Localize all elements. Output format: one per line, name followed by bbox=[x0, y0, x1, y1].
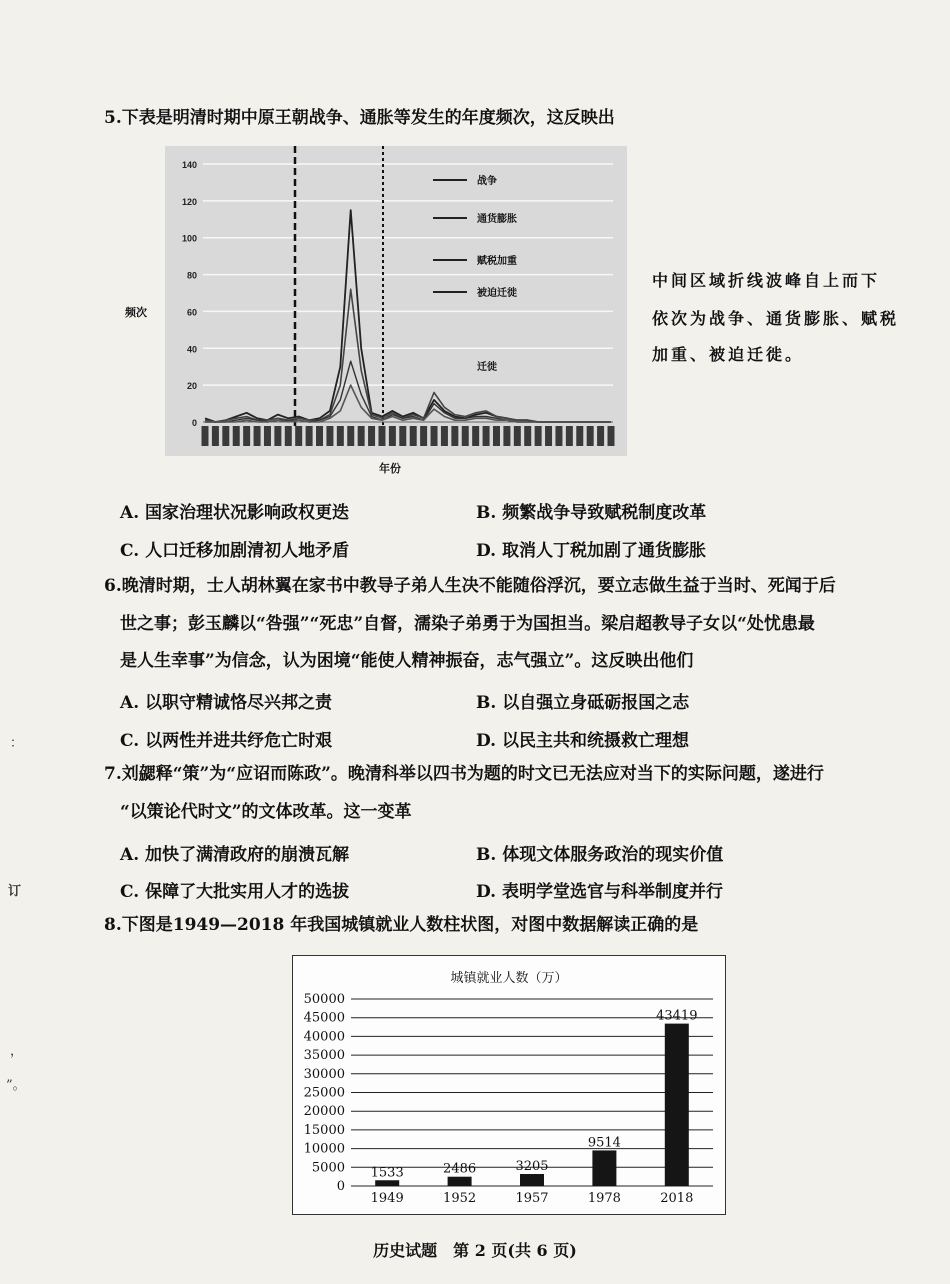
q7-option-c[interactable]: C. 保障了大批实用人才的选拔 bbox=[120, 882, 350, 902]
y-tick-label: 25000 bbox=[303, 1085, 345, 1101]
x-tick-label bbox=[535, 426, 542, 446]
x-tick-label bbox=[326, 426, 333, 446]
x-tick-label bbox=[233, 426, 240, 446]
x-axis-title: 年份 bbox=[379, 462, 401, 475]
bar bbox=[592, 1150, 616, 1186]
bar bbox=[665, 1024, 689, 1186]
q5-note-line-3: 加重、被迫迁徙。 bbox=[652, 345, 805, 364]
x-tick-label bbox=[514, 426, 521, 446]
q8-stem: 8.下图是1949—2018 年我国城镇就业人数柱状图，对图中数据解读正确的是 bbox=[104, 915, 699, 935]
q6-option-d[interactable]: D. 以民主共和统摄救亡理想 bbox=[476, 731, 689, 751]
q7-option-a[interactable]: A. 加快了满清政府的崩溃瓦解 bbox=[120, 845, 350, 865]
x-tick-label bbox=[524, 426, 531, 446]
bar bbox=[375, 1180, 399, 1186]
y-tick-label: 45000 bbox=[303, 1010, 345, 1026]
x-tick-label bbox=[431, 426, 438, 446]
series-line-1 bbox=[205, 210, 611, 422]
q5-option-b[interactable]: B. 频繁战争导致赋税制度改革 bbox=[476, 503, 707, 523]
q6-option-a[interactable]: A. 以职守精诚恪尽兴邦之责 bbox=[120, 693, 333, 713]
legend-label: 战争 bbox=[477, 176, 497, 187]
bar bbox=[520, 1174, 544, 1186]
x-tick-label bbox=[503, 426, 510, 446]
q5-line-chart bbox=[125, 146, 627, 475]
x-tick-label bbox=[597, 426, 604, 446]
y-tick-label: 20 bbox=[186, 381, 197, 392]
data-label: 2486 bbox=[443, 1161, 477, 1177]
x-tick-label bbox=[306, 426, 313, 446]
y-tick-label: 40 bbox=[186, 344, 197, 355]
q7-stem-line-2: “以策论代时文”的文体改革。这一变革 bbox=[120, 802, 412, 822]
y-tick-label: 120 bbox=[181, 196, 197, 207]
q8-bar-chart-svg bbox=[293, 956, 725, 1214]
page-footer: 历史试题 第 2 页(共 6 页) bbox=[373, 1241, 577, 1260]
x-tick-label bbox=[274, 426, 281, 446]
x-tick-label bbox=[389, 426, 396, 446]
x-tick-label bbox=[420, 426, 427, 446]
x-tick-label bbox=[462, 426, 469, 446]
series-line-3 bbox=[205, 361, 611, 422]
legend-label: 被迫迁徙 bbox=[477, 288, 517, 299]
x-tick-label bbox=[264, 426, 271, 446]
x-tick-label bbox=[295, 426, 302, 446]
q7-stem-line-1: 7.刘勰释“策”为“应诏而陈政”。晚清科举以四书为题的时文已无法应对当下的实际问题，遂进行 bbox=[104, 764, 824, 784]
legend-label: 赋税加重 bbox=[477, 256, 517, 267]
y-tick-label: 20000 bbox=[303, 1104, 345, 1120]
x-tick-label bbox=[316, 426, 323, 446]
x-tick-label bbox=[587, 426, 594, 446]
q6-stem-line-1: 6.晚清时期，士人胡林翼在家书中教导子弟人生决不能随俗浮沉，要立志做生益于当时、死闻于后 bbox=[104, 576, 836, 596]
y-tick-label: 35000 bbox=[303, 1048, 345, 1064]
data-label: 1533 bbox=[370, 1165, 404, 1181]
q5-option-d[interactable]: D. 取消人丁税加剧了通货膨胀 bbox=[476, 541, 706, 561]
x-tick-label bbox=[347, 426, 354, 446]
chart-title: 城镇就业人数（万） bbox=[450, 971, 568, 986]
x-tick-label bbox=[243, 426, 250, 446]
x-tick-label bbox=[545, 426, 552, 446]
q5-line-chart-svg bbox=[125, 146, 627, 475]
x-tick-label bbox=[410, 426, 417, 446]
q6-option-c[interactable]: C. 以两性并进共纾危亡时艰 bbox=[120, 731, 333, 751]
q6-stem-line-2: 世之事；彭玉麟以“咎强”“死忠”自督，濡染子弟勇于为国担当。梁启超教导子女以“处忧患最 bbox=[120, 614, 815, 634]
margin-mark-4: ”。 bbox=[6, 1078, 26, 1093]
y-tick-label: 5000 bbox=[311, 1160, 345, 1176]
q5-option-a[interactable]: A. 国家治理状况影响政权更迭 bbox=[120, 503, 350, 523]
x-tick-label bbox=[378, 426, 385, 446]
q6-option-b[interactable]: B. 以自强立身砥砺报国之志 bbox=[476, 693, 690, 713]
x-tick-label bbox=[368, 426, 375, 446]
x-tick-label bbox=[202, 426, 209, 446]
q7-option-d[interactable]: D. 表明学堂选官与科举制度并行 bbox=[476, 882, 723, 902]
q6-stem-line-3: 是人生幸事”为信念，认为困境“能使人精神振奋，志气强立”。这反映出他们 bbox=[120, 651, 694, 671]
x-tick-label: 1949 bbox=[370, 1191, 404, 1206]
y-tick-label: 50000 bbox=[303, 992, 345, 1007]
q8-bar-chart bbox=[292, 955, 726, 1215]
x-tick-label bbox=[212, 426, 219, 446]
y-tick-label: 80 bbox=[186, 270, 197, 281]
x-tick-label bbox=[566, 426, 573, 446]
y-tick-label: 140 bbox=[181, 160, 197, 170]
margin-mark-3: ， bbox=[10, 1044, 24, 1059]
x-tick-label: 1952 bbox=[443, 1191, 477, 1206]
x-tick-label bbox=[285, 426, 292, 446]
bar bbox=[448, 1177, 472, 1186]
x-tick-label bbox=[358, 426, 365, 446]
data-label: 3205 bbox=[515, 1159, 549, 1175]
x-tick-label bbox=[472, 426, 479, 446]
chart-annotation: 迁徙 bbox=[477, 362, 497, 373]
data-label: 43419 bbox=[656, 1008, 698, 1024]
q5-note-line-1: 中间区域折线波峰自上而下 bbox=[652, 271, 881, 290]
x-tick-label bbox=[254, 426, 261, 446]
x-tick-label bbox=[483, 426, 490, 446]
q5-option-c[interactable]: C. 人口迁移加剧清初人地矛盾 bbox=[120, 541, 350, 561]
y-axis-title: 频次 bbox=[125, 306, 147, 319]
y-tick-label: 60 bbox=[186, 307, 197, 318]
y-tick-label: 30000 bbox=[303, 1066, 345, 1082]
y-tick-label: 40000 bbox=[303, 1029, 345, 1045]
x-tick-label bbox=[441, 426, 448, 446]
x-tick-label bbox=[608, 426, 615, 446]
x-tick-label bbox=[337, 426, 344, 446]
margin-mark-1: ： bbox=[10, 736, 24, 751]
data-label: 9514 bbox=[587, 1135, 621, 1151]
q5-stem: 5.下表是明清时期中原王朝战争、通胀等发生的年度频次，这反映出 bbox=[104, 108, 615, 128]
series-line-2 bbox=[205, 289, 611, 422]
x-tick-label bbox=[222, 426, 229, 446]
y-tick-label: 0 bbox=[191, 418, 197, 428]
x-tick-label bbox=[399, 426, 406, 446]
q5-note-line-2: 依次为战争、通货膨胀、赋税 bbox=[652, 309, 900, 328]
q7-option-b[interactable]: B. 体现文体服务政治的现实价值 bbox=[476, 845, 724, 865]
margin-mark-2: 订 bbox=[8, 884, 22, 899]
x-tick-label: 2018 bbox=[660, 1191, 694, 1206]
y-tick-label: 10000 bbox=[303, 1141, 345, 1157]
y-tick-label: 0 bbox=[336, 1179, 345, 1194]
x-tick-label: 1957 bbox=[515, 1191, 549, 1206]
y-tick-label: 15000 bbox=[303, 1122, 345, 1138]
x-tick-label bbox=[493, 426, 500, 446]
x-tick-label bbox=[451, 426, 458, 446]
x-tick-label bbox=[555, 426, 562, 446]
x-tick-label: 1978 bbox=[587, 1191, 621, 1206]
x-tick-label bbox=[576, 426, 583, 446]
legend-label: 通货膨胀 bbox=[477, 214, 517, 225]
y-tick-label: 100 bbox=[181, 233, 197, 244]
